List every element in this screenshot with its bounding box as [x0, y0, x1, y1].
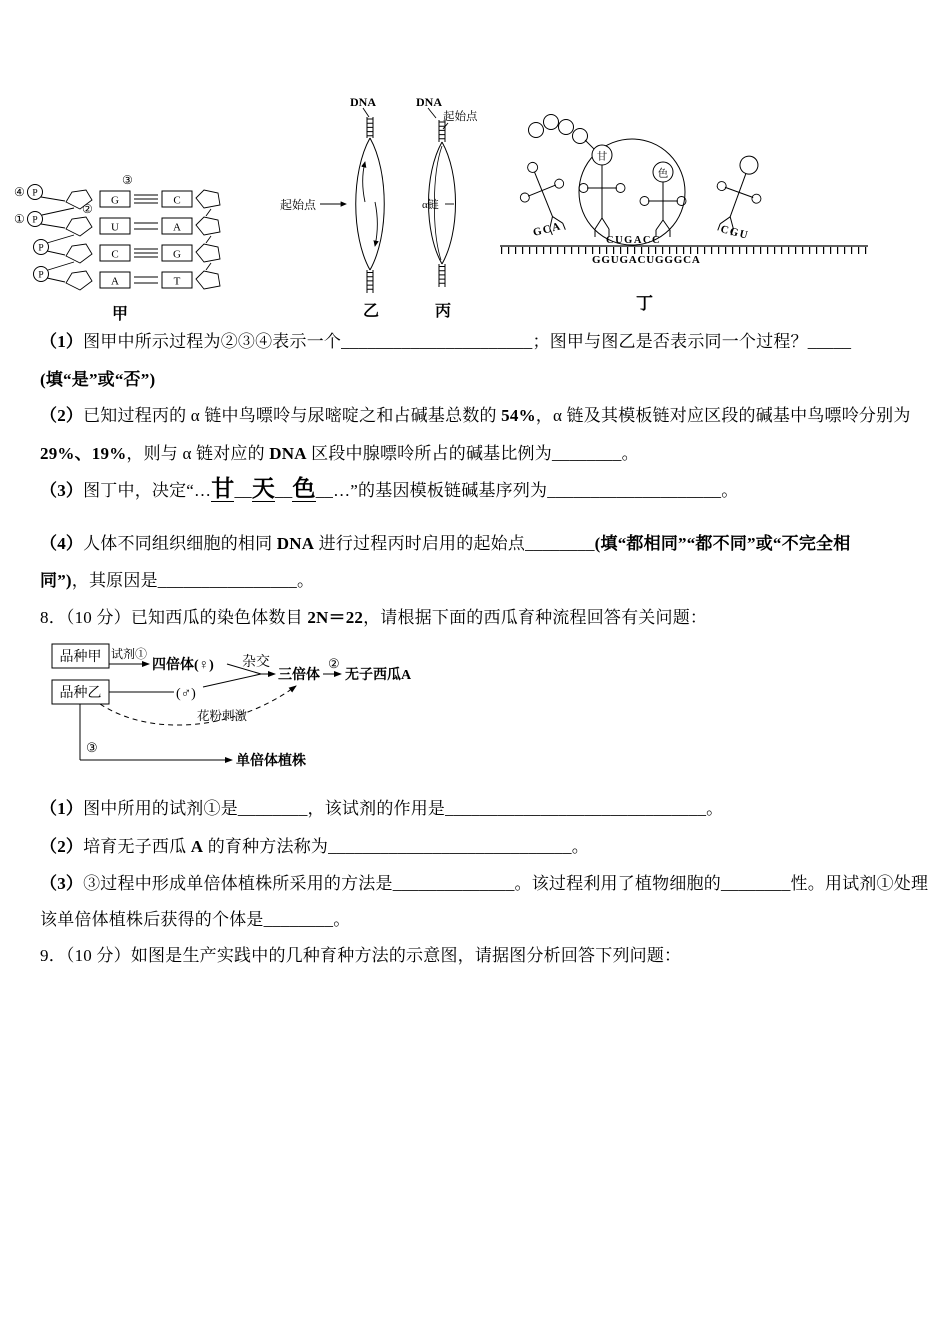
anticodon-gca: GCA: [531, 220, 563, 239]
anticodon-cgu: CGU: [719, 223, 751, 242]
variety-a-label: 品种甲: [59, 650, 102, 665]
pollen-stimulation-label: 花粉刺激: [197, 709, 248, 723]
diagram-jia-label: 甲: [112, 306, 129, 323]
alpha-chain-label: α链: [422, 199, 439, 211]
replication-arrow-down: [375, 202, 377, 246]
mark-4: ④: [14, 185, 25, 199]
phosphate-label: P: [38, 270, 44, 281]
step3-label: ③: [86, 740, 98, 755]
phosphate-label: P: [38, 243, 44, 254]
male-parent-label: (♂): [176, 686, 196, 702]
question8-sub3-line2: 该单倍体植株后获得的个体是________。: [40, 910, 351, 929]
phosphate-backbone-left: [28, 185, 75, 283]
question7-sub1-hint: (填“是”或“否”): [40, 370, 156, 389]
anticodon-pair-label: CUGACC: [606, 235, 662, 246]
amino-acid-gan: 甘: [596, 151, 608, 163]
diagram-jia-dna-rna-structure: [8, 166, 270, 324]
base-right: G: [173, 248, 181, 261]
triploid-label: 三倍体: [278, 668, 320, 683]
base-right: A: [173, 221, 181, 234]
base-left: A: [111, 275, 119, 288]
base-left: G: [111, 194, 119, 207]
breeding-flowchart: [40, 634, 474, 776]
amino-acid-circle: [737, 154, 760, 177]
base-left: U: [111, 221, 119, 234]
question8-sub1-line: （1）图中所用的试剂①是________，该试剂的作用是______________________________。: [40, 799, 724, 818]
transcription-bubble-bing: [416, 95, 478, 320]
seedless-watermelon-label: 无子西瓜A: [345, 668, 412, 683]
base-right: C: [173, 194, 181, 207]
base-right: T: [173, 275, 181, 288]
phosphate-label: P: [32, 188, 38, 199]
question7-sub4-line1: （4）人体不同组织细胞的相同 DNA 进行过程丙时启用的起始点________(填“都相同”“都不同”或“不完全相: [40, 534, 851, 553]
phosphate-label: P: [32, 215, 38, 226]
diagram-ding-translation: [490, 106, 882, 316]
haploid-plant-label: 单倍体植株: [236, 754, 306, 769]
mark-2: ②: [82, 202, 93, 216]
amino-acid-se: 色: [657, 168, 669, 180]
diagram-yi-bing-bubbles: [278, 90, 484, 326]
base-pair-row: [66, 271, 220, 290]
polypeptide-chain: [529, 115, 595, 150]
origin-label-left: 起始点: [280, 198, 317, 212]
question7-sub4-line2: 同”)，其原因是________________。: [40, 571, 315, 590]
diagram-yi-label: 乙: [363, 303, 380, 320]
mark-3: ③: [122, 173, 133, 187]
reagent-1-label: 试剂①: [111, 647, 148, 661]
question8-header: 8．（10 分）已知西瓜的染色体数目 2N＝22，请根据下面的西瓜育种流程回答有关问题：: [40, 608, 708, 627]
cross-label: 杂交: [242, 655, 270, 670]
question7-sub3-line: （3）图丁中，决定“…甘__天__色__…”的基因模板链碱基序列为____________________。: [40, 476, 739, 501]
replication-bubble-yi: [280, 95, 384, 320]
mrna-sequence: GGUGACUGGGCA: [592, 254, 701, 266]
question9-header: 9．（10 分）如图是生产实践中的几种育种方法的示意图，请据图分析回答下列问题：: [40, 946, 682, 965]
base-pair-row: [66, 217, 220, 236]
diagram-bing-label: 丙: [435, 303, 452, 320]
dna-label: DNA: [350, 95, 376, 109]
tetraploid-label: 四倍体(♀): [152, 658, 214, 673]
dna-label: DNA: [416, 95, 442, 109]
question8-sub3-line1: （3）③过程中形成单倍体植株所采用的方法是______________。该过程利用了植物细胞的________性。用试剂①处理: [40, 874, 929, 893]
base-left: C: [111, 248, 119, 261]
question7-sub2-line1: （2）已知过程丙的 α 链中鸟嘌呤与尿嘧啶之和占碱基总数的 54%，α 链及其模板链对应区段的碱基中鸟嘌呤分别为: [40, 406, 911, 425]
variety-b-label: 品种乙: [59, 686, 102, 701]
question8-sub2-line: （2）培育无子西瓜 A 的育种方法称为____________________________。: [40, 837, 589, 856]
replication-arrow-up: [363, 162, 365, 202]
mark-1: ①: [14, 212, 25, 226]
diagram-ding-label: 丁: [636, 294, 653, 313]
question7-sub1-line: （1）图甲中所示过程为②③④表示一个______________________；图甲与图乙是否表示同一个过程？_____: [40, 332, 852, 351]
origin-label-right: 起始点: [443, 111, 478, 123]
base-pair-row: [66, 244, 220, 263]
step2-label: ②: [328, 656, 340, 671]
question7-sub2-line2: 29%、19%，则与 α 链对应的 DNA 区段中腺嘌呤所占的碱基比例为________。: [40, 444, 639, 463]
